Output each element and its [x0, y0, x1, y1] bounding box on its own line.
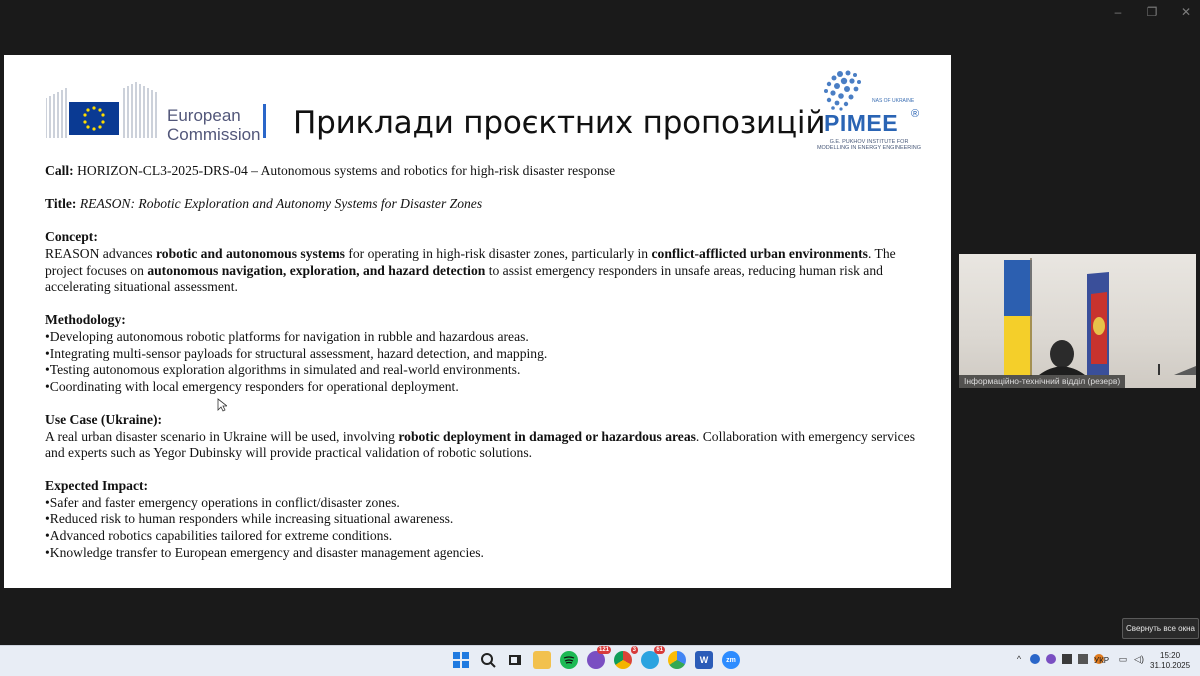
volume-icon[interactable]: ◁): [1134, 654, 1144, 664]
language-indicator[interactable]: УКР: [1094, 656, 1110, 665]
list-item: •Testing autonomous exploration algorithms in simulated and real-world environments.: [45, 362, 521, 378]
pimee-logo: [814, 70, 934, 154]
slide-title: Приклади проєктних пропозицій: [293, 105, 826, 141]
window-controls: [1112, 4, 1192, 20]
minimize-button[interactable]: –: [1114, 5, 1122, 19]
taskbar: [0, 645, 1200, 676]
tray-app-icon[interactable]: [1062, 654, 1072, 664]
slide-body: [45, 163, 915, 561]
participant-name-label: Інформаційно-технічний відділ (резерв): [959, 375, 1125, 388]
tray-app-icon[interactable]: [1078, 654, 1088, 664]
zoom-icon[interactable]: zm: [722, 651, 740, 669]
concept-heading: Concept:: [45, 229, 98, 245]
telegram-badge: 61: [656, 647, 663, 653]
list-item: •Safer and faster emergency operations in conflict/disaster zones.: [45, 494, 400, 510]
file-explorer-icon[interactable]: [533, 651, 551, 669]
pimee-name: PIMEE: [824, 110, 899, 136]
list-item: •Knowledge transfer to European emergency and disaster management agencies.: [45, 544, 484, 560]
registered-mark: ®: [911, 108, 920, 120]
list-item: •Reduced risk to human responders while increasing situational awareness.: [45, 511, 454, 527]
call-line: Call: HORIZON-CL3-2025-DRS-04 – Autonomous systems and robotics for high-risk disaster response: [45, 163, 616, 178]
pimee-subtitle: G.E. PUKHOV INSTITUTE FOR MODELLING IN ENERGY ENGINEERING: [816, 139, 922, 151]
tray-app-icon[interactable]: [1030, 654, 1040, 664]
participant-video-tile[interactable]: [959, 254, 1196, 388]
network-icon[interactable]: ▭: [1118, 654, 1128, 664]
pimee-nas-text: NAS OF UKRAINE: [872, 98, 915, 104]
spotify-icon[interactable]: [560, 651, 578, 669]
eu-flag-icon: [69, 102, 119, 135]
list-item: •Developing autonomous robotic platforms for navigation in rubble and hazardous areas.: [45, 328, 529, 344]
list-item: •Integrating multi-sensor payloads for structural assessment, hazard detection, and mapping.: [45, 345, 548, 361]
impact-heading: Expected Impact:: [45, 478, 149, 494]
start-windows-icon[interactable]: [452, 651, 470, 669]
tray-viber-icon[interactable]: [1046, 654, 1056, 664]
chevron-up-icon[interactable]: ^: [1016, 654, 1022, 664]
methodology-heading: Methodology:: [45, 312, 126, 328]
shared-slide: [4, 55, 951, 588]
european-commission-logo: [46, 80, 271, 144]
close-button[interactable]: ✕: [1180, 5, 1192, 19]
taskbar-apps: [452, 647, 740, 669]
telegram-icon[interactable]: [641, 647, 663, 669]
restore-button[interactable]: ❐: [1146, 5, 1158, 19]
system-tray: [1014, 654, 1104, 664]
search-icon[interactable]: [479, 651, 497, 669]
show-desktop-tooltip: Свернуть все окна: [1122, 618, 1199, 639]
video-frame: [959, 254, 1196, 388]
chrome-badge: 3: [632, 647, 636, 653]
viber-icon[interactable]: [587, 647, 609, 669]
title-line: Title: REASON: Robotic Exploration and Autonomy Systems for Disaster Zones: [45, 196, 483, 212]
task-view-icon[interactable]: [506, 651, 524, 669]
ec-logo-text: European Commission: [167, 106, 261, 144]
clock[interactable]: 15:20 31.10.2025: [1150, 651, 1191, 670]
concept-paragraph: REASON advances robotic and autonomous systems for operating in high-risk disaster zones, particularly in conflict-afflicted urban environments. The project focuses on autonomous navigation, exploration, and hazard detection to assist emergency responders in unsafe areas, reducing human risk and accelerating situational assessment.: [45, 245, 896, 295]
chrome-profile-icon[interactable]: [668, 651, 686, 669]
ec-logo-bar: [263, 104, 266, 138]
mouse-cursor-icon: [217, 398, 227, 412]
chrome-icon[interactable]: [614, 647, 636, 669]
list-item: •Advanced robotics capabilities tailored for extreme conditions.: [45, 528, 393, 544]
pimee-dots-icon: [820, 70, 868, 112]
word-icon[interactable]: W: [695, 651, 713, 669]
usecase-heading: Use Case (Ukraine):: [45, 411, 163, 427]
quick-settings[interactable]: [1118, 654, 1144, 664]
viber-badge: 121: [598, 647, 609, 653]
list-item: •Coordinating with local emergency responders for operational deployment.: [45, 378, 459, 394]
usecase-paragraph: A real urban disaster scenario in Ukraine will be used, involving robotic deployment in damaged or hazardous areas. Collaboration with emergency services and experts such as Yegor Dubinsky will provide practical validation of robotic solutions.: [45, 428, 915, 461]
